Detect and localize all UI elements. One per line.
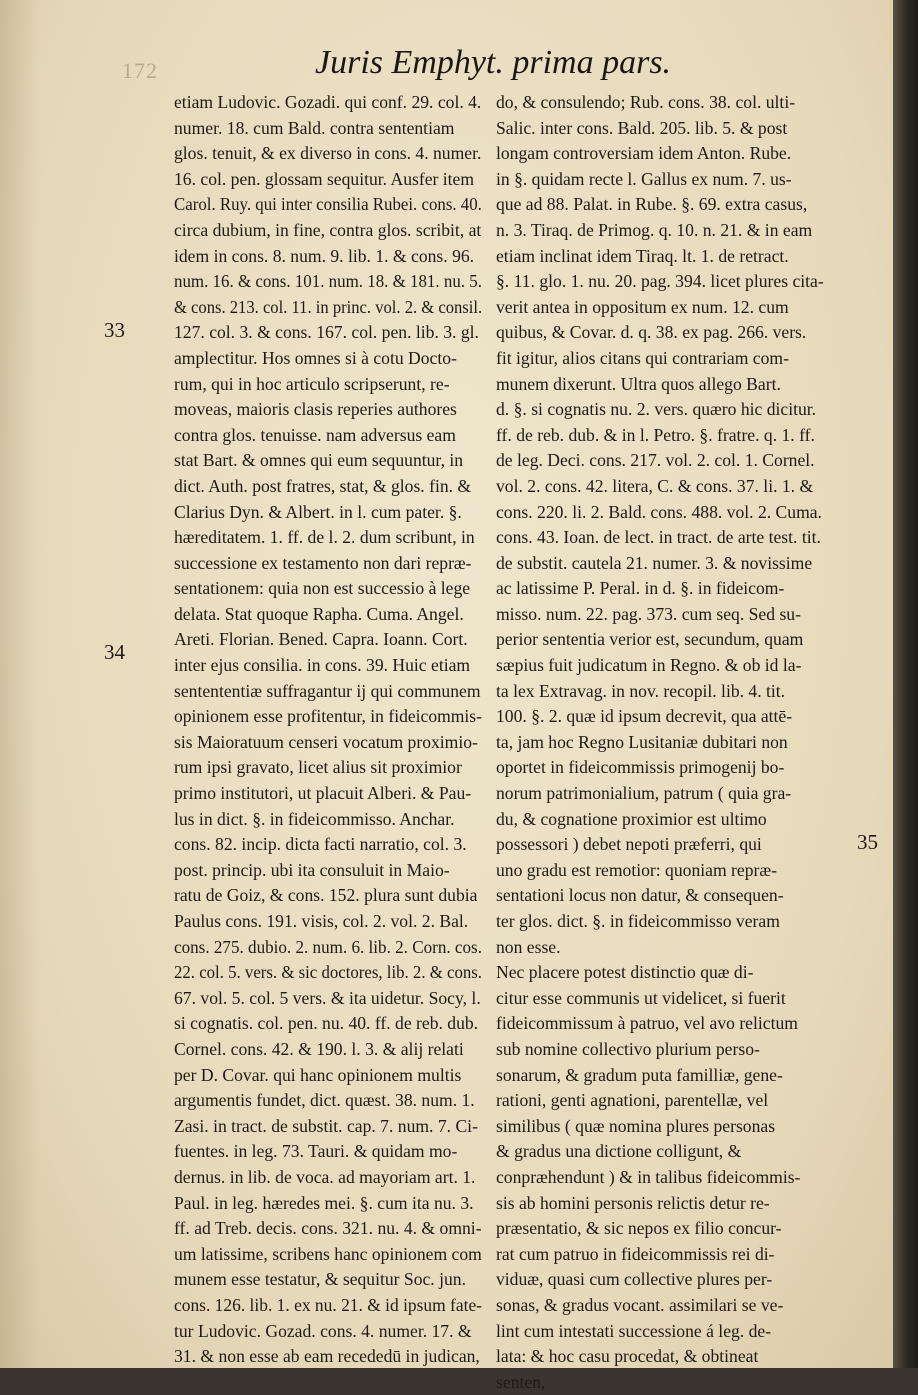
text-line: tur Ludovic. Gozad. cons. 4. numer. 17. & <box>174 1320 472 1341</box>
text-line: 127. col. 3. & cons. 167. col. pen. lib. 3. gl. <box>174 322 479 343</box>
text-line: delata. Stat quoque Rapha. Cuma. Angel. <box>174 603 464 624</box>
page-stain <box>0 0 40 1368</box>
text-line: sis Maioratuum censeri vocatum proximio- <box>174 731 478 752</box>
text-line: sis ab homini personis relictis detur re- <box>496 1192 770 1213</box>
text-line: §. 11. glo. 1. nu. 20. pag. 394. licet plures cita- <box>496 271 824 292</box>
text-line: 22. col. 5. vers. & sic doctores, lib. 2. & cons. <box>174 962 483 983</box>
text-line: 31. & non esse ab eam recededū in judican, <box>174 1346 480 1367</box>
text-line: in §. quidam recte l. Gallus ex num. 7. us- <box>496 168 792 189</box>
left-column <box>174 90 482 1370</box>
text-line: cons. 82. incip. dicta facti narratio, col. 3. <box>174 834 467 855</box>
text-line: Zasi. in tract. de substit. cap. 7. num. 7. Ci- <box>174 1115 478 1136</box>
right-column <box>496 90 888 1395</box>
text-line: rat cum patruo in fideicommissis rei di- <box>496 1243 775 1264</box>
text-line: etiam inclinat idem Tiraq. lt. 1. de retract. <box>496 245 789 266</box>
text-line: argumentis fundet, dict. quæst. 38. num. 1. <box>174 1090 475 1111</box>
text-line: d. §. si cognatis nu. 2. vers. quæro hic dicitur. <box>496 399 817 420</box>
text-line: misso. num. 22. pag. 373. cum seq. Sed su- <box>496 603 801 624</box>
text-line: de substit. cautela 21. numer. 3. & novissime <box>496 552 813 573</box>
text-line: lata: & hoc casu procedat, & obtineat <box>496 1346 759 1367</box>
text-line: Clarius Dyn. & Albert. in l. cum pater. §. <box>174 501 462 522</box>
text-line: post. princip. ubi ita consuluit in Maio- <box>174 859 450 880</box>
text-line: dict. Auth. post fratres, stat, & glos. fin. & <box>174 475 472 496</box>
text-line: munem dixerunt. Ultra quos allego Bart. <box>496 373 781 394</box>
text-line: & cons. 213. col. 11. in princ. vol. 2. & consil. <box>174 296 483 317</box>
text-line: 67. vol. 5. col. 5 vers. & ita uidetur. Socy, l. <box>174 987 481 1008</box>
text-line: um latissime, scribens hanc opinionem com <box>174 1243 482 1264</box>
text-line: non esse. <box>496 936 561 957</box>
text-line: cons. 220. li. 2. Bald. cons. 488. vol. 2. Cuma. <box>496 501 822 522</box>
text-line: cons. 126. lib. 1. ex nu. 21. & id ipsum fate- <box>174 1294 482 1315</box>
text-line: perior sententia verior est, secundum, quam <box>496 629 804 650</box>
text-line: du, & cognatione proximior est ultimo <box>496 808 767 829</box>
text-line: inter ejus consilia. in cons. 39. Huic etiam <box>174 655 471 676</box>
text-line: rum, qui in hoc articulo scripserunt, re- <box>174 373 450 394</box>
text-line: Paul. in leg. hæredes mei. §. cum ita nu. 3. <box>174 1192 474 1213</box>
text-line: num. 16. & cons. 101. num. 18. & 181. nu. 5. <box>174 271 482 292</box>
text-line: contra glos. tenuisse. nam adversus eam <box>174 424 456 445</box>
text-line: si cognatis. col. pen. nu. 40. ff. de reb. dub. <box>174 1013 479 1034</box>
text-line: do, & consulendo; Rub. cons. 38. col. ulti- <box>496 92 796 112</box>
text-line: stat Bart. & omnes qui eum sequuntur, in <box>174 450 464 471</box>
margin-number-34: 34 <box>104 640 125 664</box>
text-line: lint cum intestati successione á leg. de- <box>496 1320 772 1341</box>
text-line: uno gradu est remotior: quoniam repræ- <box>496 859 777 880</box>
text-line: per D. Covar. qui hanc opinionem multis <box>174 1064 462 1085</box>
text-line: viduæ, quasi cum collective plures per- <box>496 1269 773 1290</box>
text-line: vol. 2. cons. 42. litera, C. & cons. 37. li. 1. & <box>496 475 814 496</box>
text-line: Cornel. cons. 42. & 190. l. 3. & alij relati <box>174 1038 464 1059</box>
text-line: oportet in fideicommissis primogenij bo- <box>496 757 785 778</box>
text-line: moveas, maioris clasis reperies authores <box>174 399 457 420</box>
text-line: de leg. Deci. cons. 217. vol. 2. col. 1. Cornel. <box>496 450 815 471</box>
text-line: fit igitur, alios citans qui contrariam com- <box>496 347 789 368</box>
text-line: ac latissime P. Peral. in d. §. in fideicom- <box>496 578 785 599</box>
text-line: fuentes. in leg. 73. Tauri. & quidam mo- <box>174 1141 458 1162</box>
text-line: senten, <box>496 1371 546 1392</box>
text-line: sentationi locus non datur, & consequen- <box>496 885 784 906</box>
text-line: ratu de Goiz, & cons. 152. plura sunt dubia <box>174 885 478 906</box>
text-line: rationi, genti agnationi, parentellæ, vel <box>496 1090 769 1111</box>
text-line: longam controversiam idem Anton. Rube. <box>496 143 792 164</box>
text-line: hæreditatem. 1. ff. de l. 2. dum scribunt, in <box>174 527 475 548</box>
text-line: primo institutori, ut placuit Alberi. & Pau- <box>174 783 472 804</box>
text-line: ta lex Extravag. in nov. recopil. lib. 4. tit. <box>496 680 786 701</box>
text-line: 100. §. 2. quæ id ipsum decrevit, qua attē- <box>496 706 793 727</box>
adjacent-page-edge <box>893 0 918 1368</box>
text-line: possessori ) debet nepoti præferri, qui <box>496 834 762 855</box>
text-line: opinionem esse profitentur, in fideicommis- <box>174 706 482 727</box>
text-line: Salic. inter cons. Bald. 205. lib. 5. & post <box>496 117 788 138</box>
text-line: sub nomine collectivo plurium perso- <box>496 1038 760 1059</box>
text-line: sæpius fuit judicatum in Regno. & ob id la- <box>496 655 802 676</box>
text-line: etiam Ludovic. Gozadi. qui conf. 29. col. 4. <box>174 92 482 112</box>
text-line: præsentatio, & sic nepos ex filio concur- <box>496 1218 782 1239</box>
text-line: sonas, & gradus vocant. assimilari se ve- <box>496 1294 784 1315</box>
text-line: numer. 18. cum Bald. contra sententiam <box>174 117 455 138</box>
text-line: n. 3. Tiraq. de Primog. q. 10. n. 21. & in eam <box>496 219 813 240</box>
text-line: rum ipsi gravato, licet alius sit proximior <box>174 757 462 778</box>
text-line: sonarum, & gradum puta familliæ, gene- <box>496 1064 783 1085</box>
text-line: ta, jam hoc Regno Lusitaniæ dubitari non <box>496 731 788 752</box>
margin-number-35: 35 <box>857 830 878 854</box>
text-line: ter glos. dict. §. in fideicommisso veram <box>496 911 780 931</box>
text-line: ff. de reb. dub. & in l. Petro. §. fratre. q. 1. ff. <box>496 424 815 445</box>
text-line: Paulus cons. 191. visis, col. 2. vol. 2. Bal. <box>174 911 469 931</box>
text-line: que ad 88. Palat. in Rube. §. 69. extra casus, <box>496 194 808 215</box>
text-line: sentationem: quia non est successio à lege <box>174 578 471 599</box>
text-line: circa dubium, in fine, contra glos. scribit, at <box>174 219 482 240</box>
text-line: norum patrimonialium, patrum ( quia gra- <box>496 783 792 804</box>
text-line: similibus ( quæ nomina plures personas <box>496 1115 776 1136</box>
text-line: dernus. in lib. de voca. ad mayoriam art. 1. <box>174 1166 476 1187</box>
text-line: munem esse testatur, & sequitur Soc. jun. <box>174 1269 466 1290</box>
margin-number-33: 33 <box>104 318 125 342</box>
text-line: Nec placere potest distinctio quæ di- <box>496 962 754 983</box>
text-line: idem in cons. 8. num. 9. lib. 1. & cons. 96. <box>174 245 475 266</box>
text-line: lus in dict. §. in fideicommisso. Anchar. <box>174 808 455 829</box>
text-line: ff. ad Treb. decis. cons. 321. nu. 4. & omni- <box>174 1218 482 1239</box>
page-number: 172 <box>122 58 158 83</box>
text-line: quibus, & Covar. d. q. 38. ex pag. 266. vers. <box>496 322 807 343</box>
text-line: Areti. Florian. Bened. Capra. Ioann. Cort. <box>174 629 468 650</box>
text-line: citur esse communis ut videlicet, si fuerit <box>496 987 786 1008</box>
text-line: & gradus una dictione colligunt, & <box>496 1141 742 1162</box>
text-line: amplectitur. Hos omnes si à cotu Docto- <box>174 347 457 368</box>
text-line: cons. 43. Ioan. de lect. in tract. de arte test. tit. <box>496 527 821 548</box>
text-line: sentententiæ suffragantur ij qui communem <box>174 680 481 701</box>
text-line: Carol. Ruy. qui inter consilia Rubei. cons. 40. <box>174 194 482 215</box>
text-line: conpræhendunt ) & in talibus fideicommis- <box>496 1166 801 1187</box>
text-line: verit antea in oppositum ex num. 12. cum <box>496 296 789 317</box>
text-line: fideicommissum à patruo, vel avo relictum <box>496 1013 798 1034</box>
text-line: glos. tenuit, & ex diverso in cons. 4. numer. <box>174 143 482 164</box>
text-line: successione ex testamento non dari repræ- <box>174 552 472 573</box>
running-header: Juris Emphyt. prima pars. <box>315 44 672 81</box>
text-line: cons. 275. dubio. 2. num. 6. lib. 2. Corn. cos. <box>174 936 482 957</box>
text-line: 16. col. pen. glossam sequitur. Ausfer item <box>174 168 475 189</box>
